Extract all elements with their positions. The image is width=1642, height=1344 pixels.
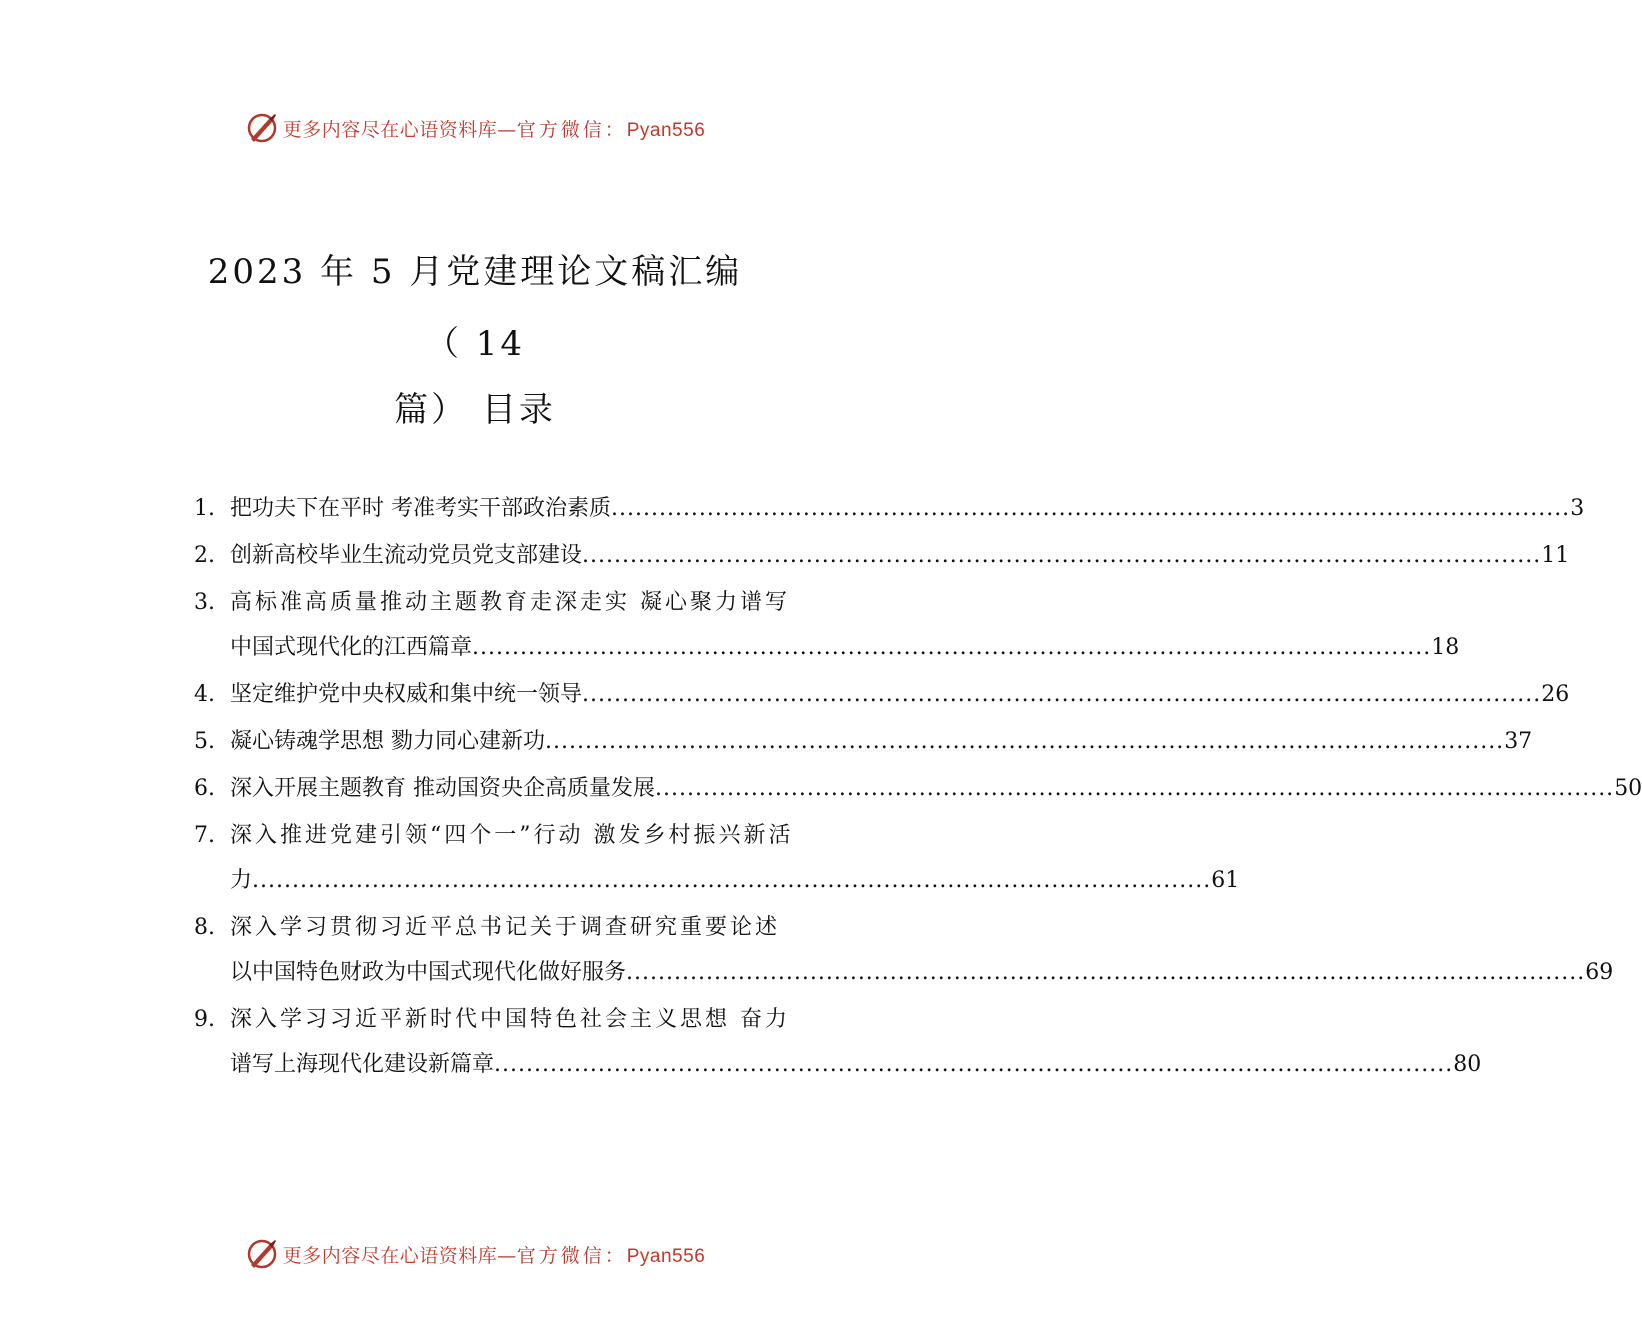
toc-page: 26 xyxy=(1541,682,1570,707)
banner-slogan: 更多内容尽在心语资料库 xyxy=(282,1244,498,1267)
document-title: 2023 年 5 月党建理论文稿汇编 xyxy=(207,252,743,292)
toc-page: 3 xyxy=(1570,496,1585,521)
document-title-line3: 篇） 目录 xyxy=(394,390,556,430)
table-of-contents xyxy=(194,486,1642,1089)
toc-page: 61 xyxy=(1211,868,1240,893)
toc-number: 7. xyxy=(194,823,215,848)
toc-item[interactable]: 2. 创新高校毕业生流动党员党支部建设 ........................................................................................................................ 11 xyxy=(194,533,806,578)
toc-number: 9. xyxy=(194,1007,215,1032)
toc-item[interactable]: 4. 坚定维护党中央权威和集中统一领导 ........................................................................................................................ 26 xyxy=(194,672,806,717)
toc-page: 69 xyxy=(1585,960,1614,985)
toc-page: 11 xyxy=(1541,543,1570,568)
pen-logo-icon xyxy=(245,1237,279,1271)
toc-title: 谱写上海现代化建设新篇章 xyxy=(230,1052,495,1077)
toc-title: 深入开展主题教育 推动国资央企高质量发展 xyxy=(230,776,655,801)
banner-text xyxy=(283,115,706,142)
toc-page: 50 xyxy=(1614,776,1642,801)
toc-number: 2. xyxy=(194,543,215,568)
toc-title: 力 xyxy=(230,868,253,893)
toc-number: 5. xyxy=(194,729,215,754)
toc-item[interactable]: 7. 深入推进党建引领“四个一”行动 激发乡村振兴新活 力 ........................................................................................................................ 61 xyxy=(194,813,806,903)
toc-title: 把功夫下在平时 考准考实干部政治素质 xyxy=(230,496,611,521)
toc-item[interactable]: 8. 深入学习贯彻习近平总书记关于调查研究重要论述 以中国特色财政为中国式现代化做好服务 ........................................................................................................................ 69 xyxy=(194,905,806,995)
toc-number: 6. xyxy=(194,776,215,801)
toc-item[interactable]: 3. 高标准高质量推动主题教育走深走实 凝心聚力谱写 中国式现代化的江西篇章 ........................................................................................................................ 18 xyxy=(194,580,806,670)
toc-title-line1: 深入学习习近平新时代中国特色社会主义思想 奋力 xyxy=(230,1007,790,1032)
toc-page: 80 xyxy=(1453,1052,1482,1077)
toc-number: 1. xyxy=(194,496,215,521)
banner-text xyxy=(283,1241,706,1268)
pen-logo-icon xyxy=(245,111,279,145)
toc-number: 3. xyxy=(194,590,215,615)
banner-wechat-id: Pyan556 xyxy=(626,119,706,141)
toc-item[interactable]: 5. 凝心铸魂学思想 勠力同心建新功 ........................................................................................................................ 37 xyxy=(194,719,806,764)
toc-page: 37 xyxy=(1504,729,1533,754)
banner-separator: — xyxy=(497,118,517,141)
banner-label: 官方微信： xyxy=(516,1244,627,1267)
toc-item[interactable]: 9. 深入学习习近平新时代中国特色社会主义思想 奋力 谱写上海现代化建设新篇章 ........................................................................................................................ 80 xyxy=(194,997,806,1087)
toc-title: 凝心铸魂学思想 勠力同心建新功 xyxy=(230,729,545,754)
banner-separator: — xyxy=(497,1244,517,1267)
banner-wechat-id: Pyan556 xyxy=(626,1245,706,1267)
toc-title-line1: 深入学习贯彻习近平总书记关于调查研究重要论述 xyxy=(230,915,781,940)
footer-banner xyxy=(0,1234,950,1274)
toc-title: 坚定维护党中央权威和集中统一领导 xyxy=(230,682,583,707)
toc-number: 4. xyxy=(194,682,215,707)
banner-slogan: 更多内容尽在心语资料库 xyxy=(282,118,498,141)
toc-title-line1: 高标准高质量推动主题教育走深走实 凝心聚力谱写 xyxy=(230,590,790,615)
toc-page: 18 xyxy=(1431,635,1460,660)
header-banner xyxy=(0,108,950,148)
toc-title: 以中国特色财政为中国式现代化做好服务 xyxy=(230,960,627,985)
document-title-line2: （ 14 xyxy=(424,324,526,364)
toc-item[interactable]: 1. 把功夫下在平时 考准考实干部政治素质 ........................................................................................................................ 3 xyxy=(194,486,806,531)
toc-title: 创新高校毕业生流动党员党支部建设 xyxy=(230,543,583,568)
toc-title: 中国式现代化的江西篇章 xyxy=(230,635,473,660)
banner-label: 官方微信： xyxy=(516,118,627,141)
toc-number: 8. xyxy=(194,915,215,940)
toc-item[interactable]: 6. 深入开展主题教育 推动国资央企高质量发展 ........................................................................................................................ 50 xyxy=(194,766,806,811)
toc-title-line1: 深入推进党建引领“四个一”行动 激发乡村振兴新活 xyxy=(230,823,794,848)
